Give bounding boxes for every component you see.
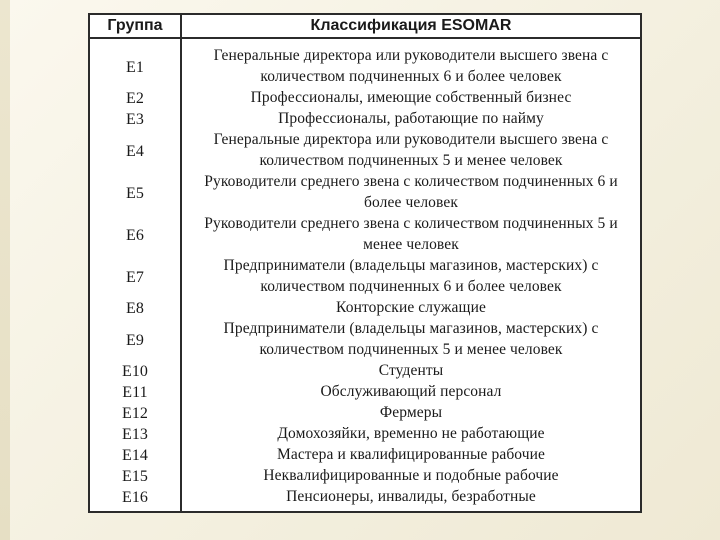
- classification-description: Генеральные директора или руководители высшего звена с количеством подчиненных 6 и более человек: [213, 47, 609, 85]
- table-body: [90, 39, 640, 511]
- group-code: E14: [121, 447, 149, 464]
- group-column: [90, 39, 182, 511]
- group-code: E4: [126, 142, 144, 160]
- slide-background-bar: [0, 0, 10, 540]
- group-code: E6: [126, 226, 144, 244]
- group-code: E16: [121, 489, 149, 506]
- group-code: E11: [122, 384, 148, 401]
- group-code: E1: [126, 58, 144, 76]
- group-code: E7: [126, 268, 144, 286]
- group-code: E10: [121, 363, 149, 380]
- group-code: E15: [121, 468, 149, 485]
- classification-description: Профессионалы, имеющие собственный бизнес: [250, 89, 572, 106]
- table-header: [90, 15, 640, 39]
- group-code: E3: [126, 111, 144, 128]
- classification-description: Мастера и квалифицированные рабочие: [276, 446, 546, 463]
- classification-description: Фермеры: [379, 404, 443, 421]
- classification-description: Обслуживающий персонал: [320, 383, 502, 400]
- classification-description: Руководители среднего звена с количеством подчиненных 6 и более человек: [204, 173, 618, 211]
- classification-description: Предприниматели (владельцы магазинов, мастерских) с количеством подчиненных 5 и менее человек: [223, 320, 599, 358]
- classification-description: Руководители среднего звена с количеством подчиненных 5 и менее человек: [204, 215, 618, 253]
- classification-column: [182, 39, 640, 511]
- group-code: E8: [126, 300, 144, 317]
- classification-description: Предприниматели (владельцы магазинов, мастерских) с количеством подчиненных 6 и более человек: [223, 257, 599, 295]
- group-code: E9: [126, 331, 144, 349]
- group-code: E12: [121, 405, 149, 422]
- classification-description: Пенсионеры, инвалиды, безработные: [286, 488, 536, 505]
- header-group: Группа: [90, 15, 182, 37]
- classification-description: Неквалифицированные и подобные рабочие: [263, 467, 559, 484]
- group-code: E2: [126, 90, 144, 107]
- group-code: E13: [121, 426, 149, 443]
- classification-description: Профессионалы, работающие по найму: [278, 110, 544, 127]
- classification-description: Генеральные директора или руководители высшего звена с количеством подчиненных 5 и менее человек: [213, 131, 609, 169]
- classification-description: Конторские служащие: [336, 299, 486, 316]
- group-code: E5: [126, 184, 144, 202]
- classification-description: Домохозяйки, временно не работающие: [277, 425, 545, 442]
- esomar-classification-table: [88, 13, 642, 513]
- classification-description: Студенты: [378, 362, 444, 379]
- header-classification: Классификация ESOMAR: [310, 17, 512, 34]
